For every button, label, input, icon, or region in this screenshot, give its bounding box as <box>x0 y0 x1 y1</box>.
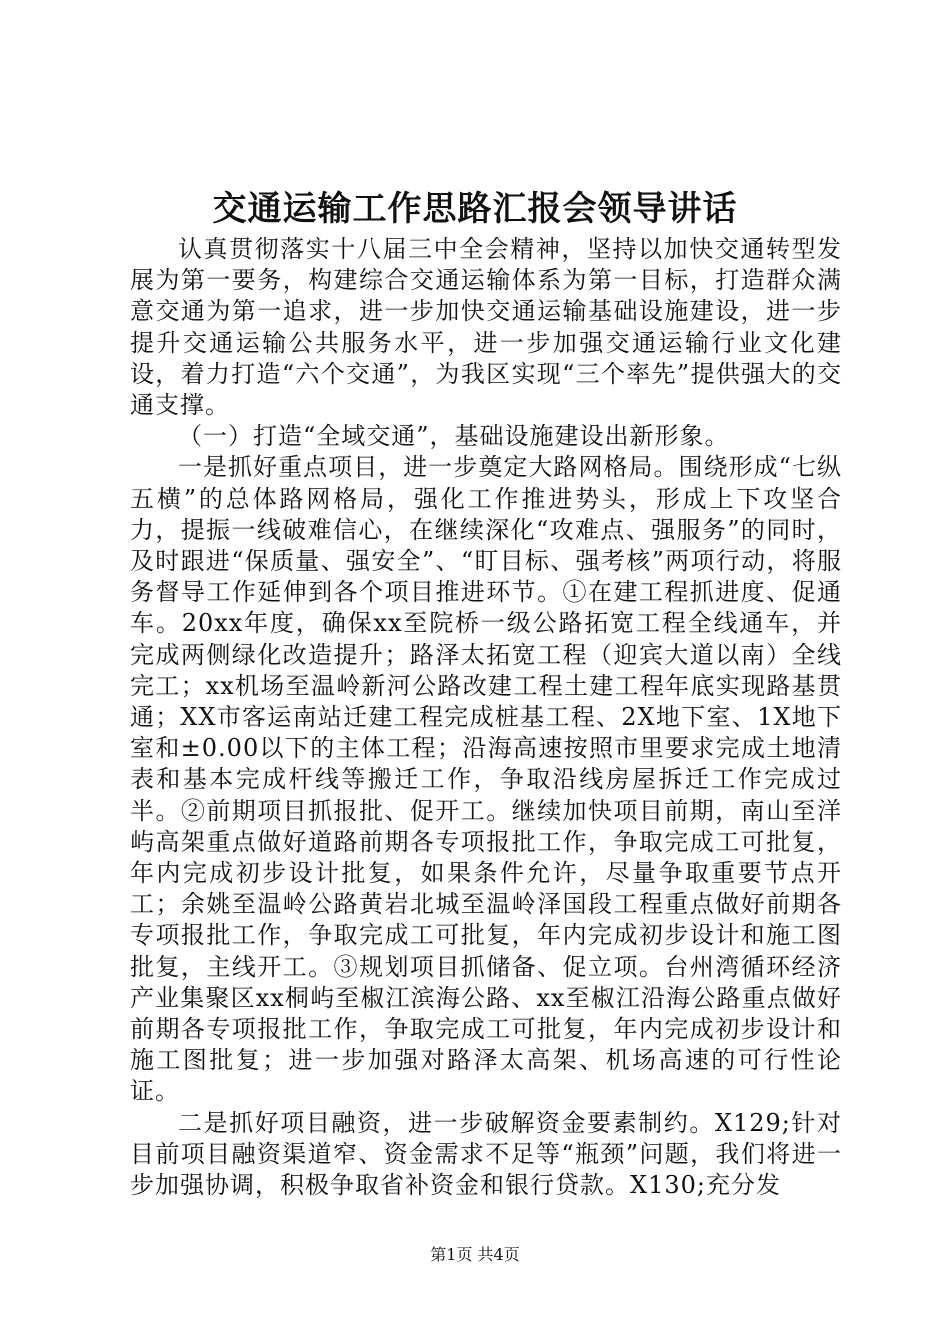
document-title: 交通运输工作思路汇报会领导讲话 <box>212 189 738 229</box>
page-number-footer: 第1页 共4页 <box>430 1245 520 1264</box>
document-body <box>130 234 842 1201</box>
paragraph-intro: 认真贯彻落实十八届三中全会精神，坚持以加快交通转型发展为第一要务，构建综合交通运输体系为第一目标，打造群众满意交通为第一追求，进一步加快交通运输基础设施建设，进一步提升交通运输公共服务水平，进一步加强交通运输行业文化建设，着力打造“六个交通”，为我区实现“三个率先”提供强大的交通支撑。 <box>130 235 842 420</box>
paragraph-financing: 二是抓好项目融资，进一步破解资金要素制约。X129;针对目前项目融资渠道窄、资金需求不足等“瓶颈”问题，我们将进一步加强协调，积极争取省补资金和银行贷款。X130;充分发 <box>130 1108 842 1200</box>
paragraph-section-heading: （一）打造“全域交通”，基础设施建设出新形象。 <box>178 422 730 451</box>
paragraph-key-projects: 一是抓好重点项目，进一步奠定大路网格局。围绕形成“七纵五横”的总体路网格局，强化工作推进势头，形成上下攻坚合力，提振一线破难信心，在继续深化“攻难点、强服务”的同时，及时跟进“保质量、强安全”、“盯目标、强考核”两项行动，将服务督导工作延伸到各个项目推进环节。①在建工程抓进度、促通车。20xx年度，确保xx至院桥一级公路拓宽工程全线通车，并完成两侧绿化改造提升；路泽太拓宽工程（迎宾大道以南）全线完工；xx机场至温岭新河公路改建工程土建工程年底实现路基贯通；XX市客运南站迁建工程完成桩基工程、2X地下室、1X地下室和±0.00以下的主体工程；沿海高速按照市里要求完成土地清表和基本完成杆线等搬迁工作，争取沿线房屋拆迁工作完成过半。②前期项目抓报批、促开工。继续加快项目前期，南山至洋屿高架重点做好道路前期各专项报批工作，争取完成工可批复，年内完成初步设计批复，如果条件允许，尽量争取重要节点开工；余姚至温岭公路黄岩北城至温岭泽国段工程重点做好前期各专项报批工作，争取完成工可批复，年内完成初步设计和施工图批复，主线开工。③规划项目抓储备、促立项。台州湾循环经济产业集聚区xx桐屿至椒江滨海公路、xx至椒江沿海公路重点做好前期各专项报批工作，争取完成工可批复，年内完成初步设计和施工图批复；进一步加强对路泽太高架、机场高速的可行性论证。 <box>130 453 842 1106</box>
